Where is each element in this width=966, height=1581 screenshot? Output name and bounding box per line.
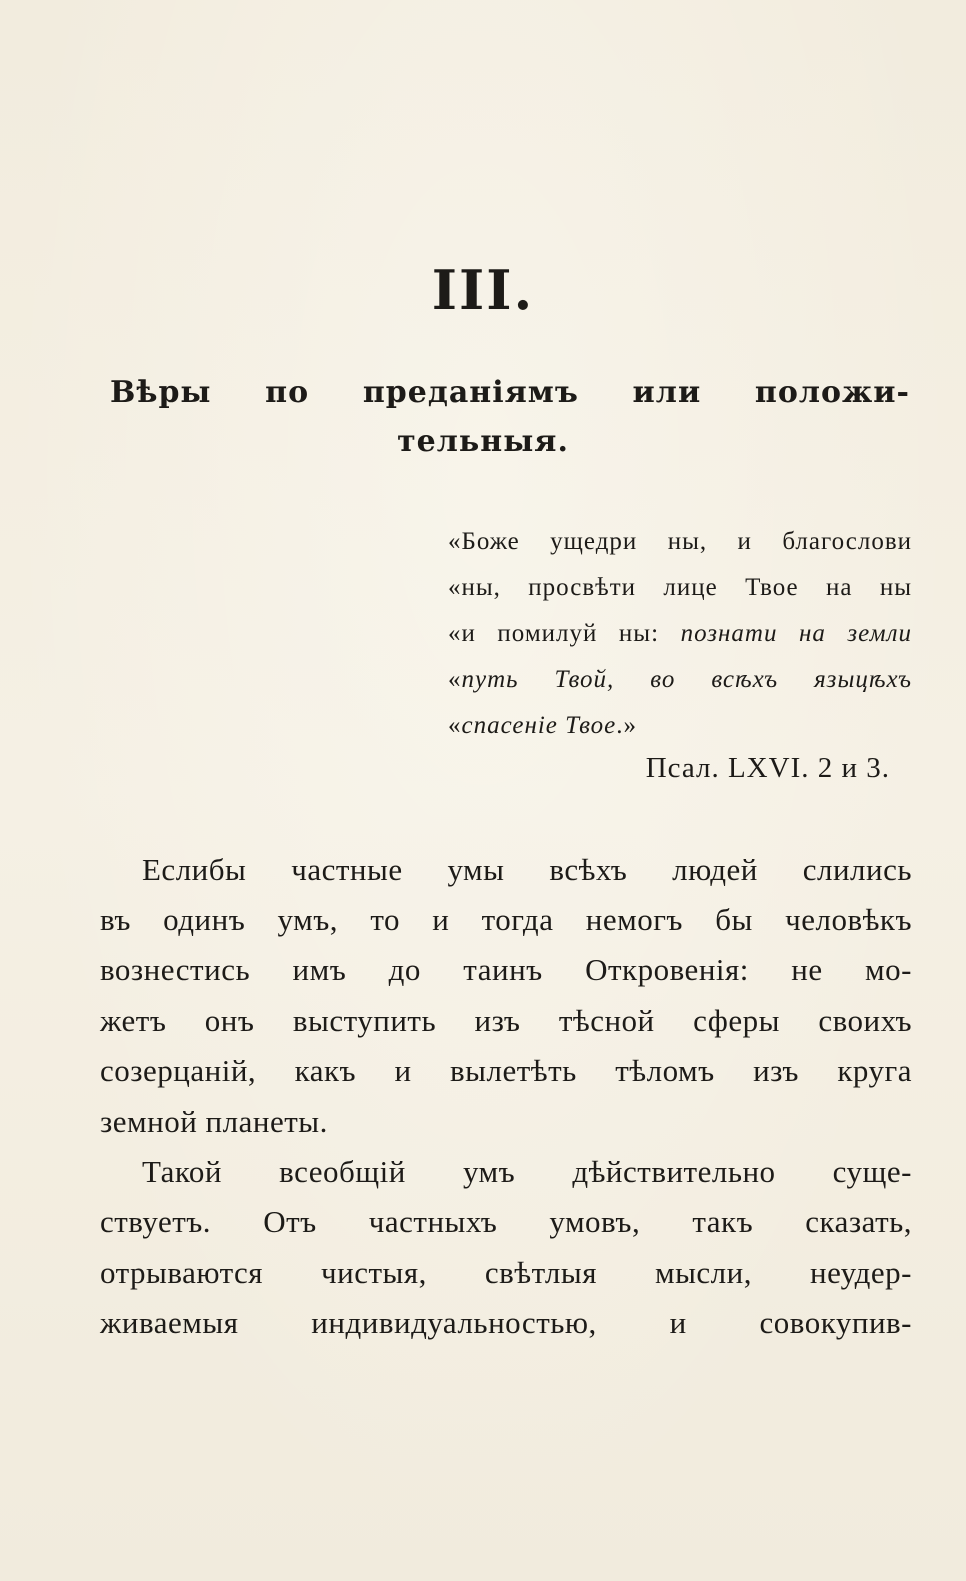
- epigraph-line-4-italic: путь Твой, во всѣхъ языцѣхъ: [461, 666, 912, 693]
- epigraph-line-5-italic: спасеніе Твое: [461, 712, 617, 739]
- body-line: живаемыя индивидуальностью, и совокупив-: [100, 1305, 912, 1340]
- epigraph-line-5-end: .»: [616, 712, 638, 739]
- epigraph-line-4-plain: «: [448, 666, 462, 693]
- chapter-title-line-2: тельныя.: [397, 424, 569, 459]
- epigraph-line-1: «Боже ущедри ны, и благослови: [448, 528, 912, 555]
- epigraph-line-3-italic: познати на земли: [680, 620, 912, 647]
- epigraph-line-3: [448, 620, 912, 648]
- body-line: въ одинъ умъ, то и тогда немогъ бы человѣкъ: [100, 902, 912, 937]
- body-line: отрываются чистыя, свѣтлыя мысли, неудер-: [100, 1255, 912, 1290]
- bleed-through-text: [92, 20, 912, 58]
- epigraph-line-2: «ны, просвѣти лице Твое на ны: [448, 574, 912, 601]
- epigraph-citation: Псал. LXVI. 2 и 3.: [645, 752, 890, 784]
- body-line: Такой всеобщій умъ дѣйствительно суще-: [142, 1154, 912, 1189]
- epigraph-line-5: [448, 712, 912, 740]
- epigraph-line-3-plain: «и помилуй ны:: [448, 620, 660, 647]
- body-line: созерцаній, какъ и вылетѣть тѣломъ изъ круга: [100, 1053, 912, 1088]
- epigraph-line-4: [448, 666, 912, 694]
- epigraph-line-5-plain: «: [448, 712, 462, 739]
- body-line: Еслибы частные умы всѣхъ людей слились: [142, 852, 912, 887]
- chapter-title-line-1: Вѣры по преданіямъ или положи-: [110, 375, 910, 410]
- body-line: ствуетъ. Отъ частныхъ умовъ, такъ сказать,: [100, 1204, 912, 1239]
- body-line: вознестись имъ до таинъ Откровенія: не мо-: [100, 952, 912, 987]
- chapter-number: III.: [431, 258, 535, 322]
- body-line: жетъ онъ выступить изъ тѣсной сферы своихъ: [100, 1003, 912, 1038]
- body-line: земной планеты.: [100, 1104, 328, 1139]
